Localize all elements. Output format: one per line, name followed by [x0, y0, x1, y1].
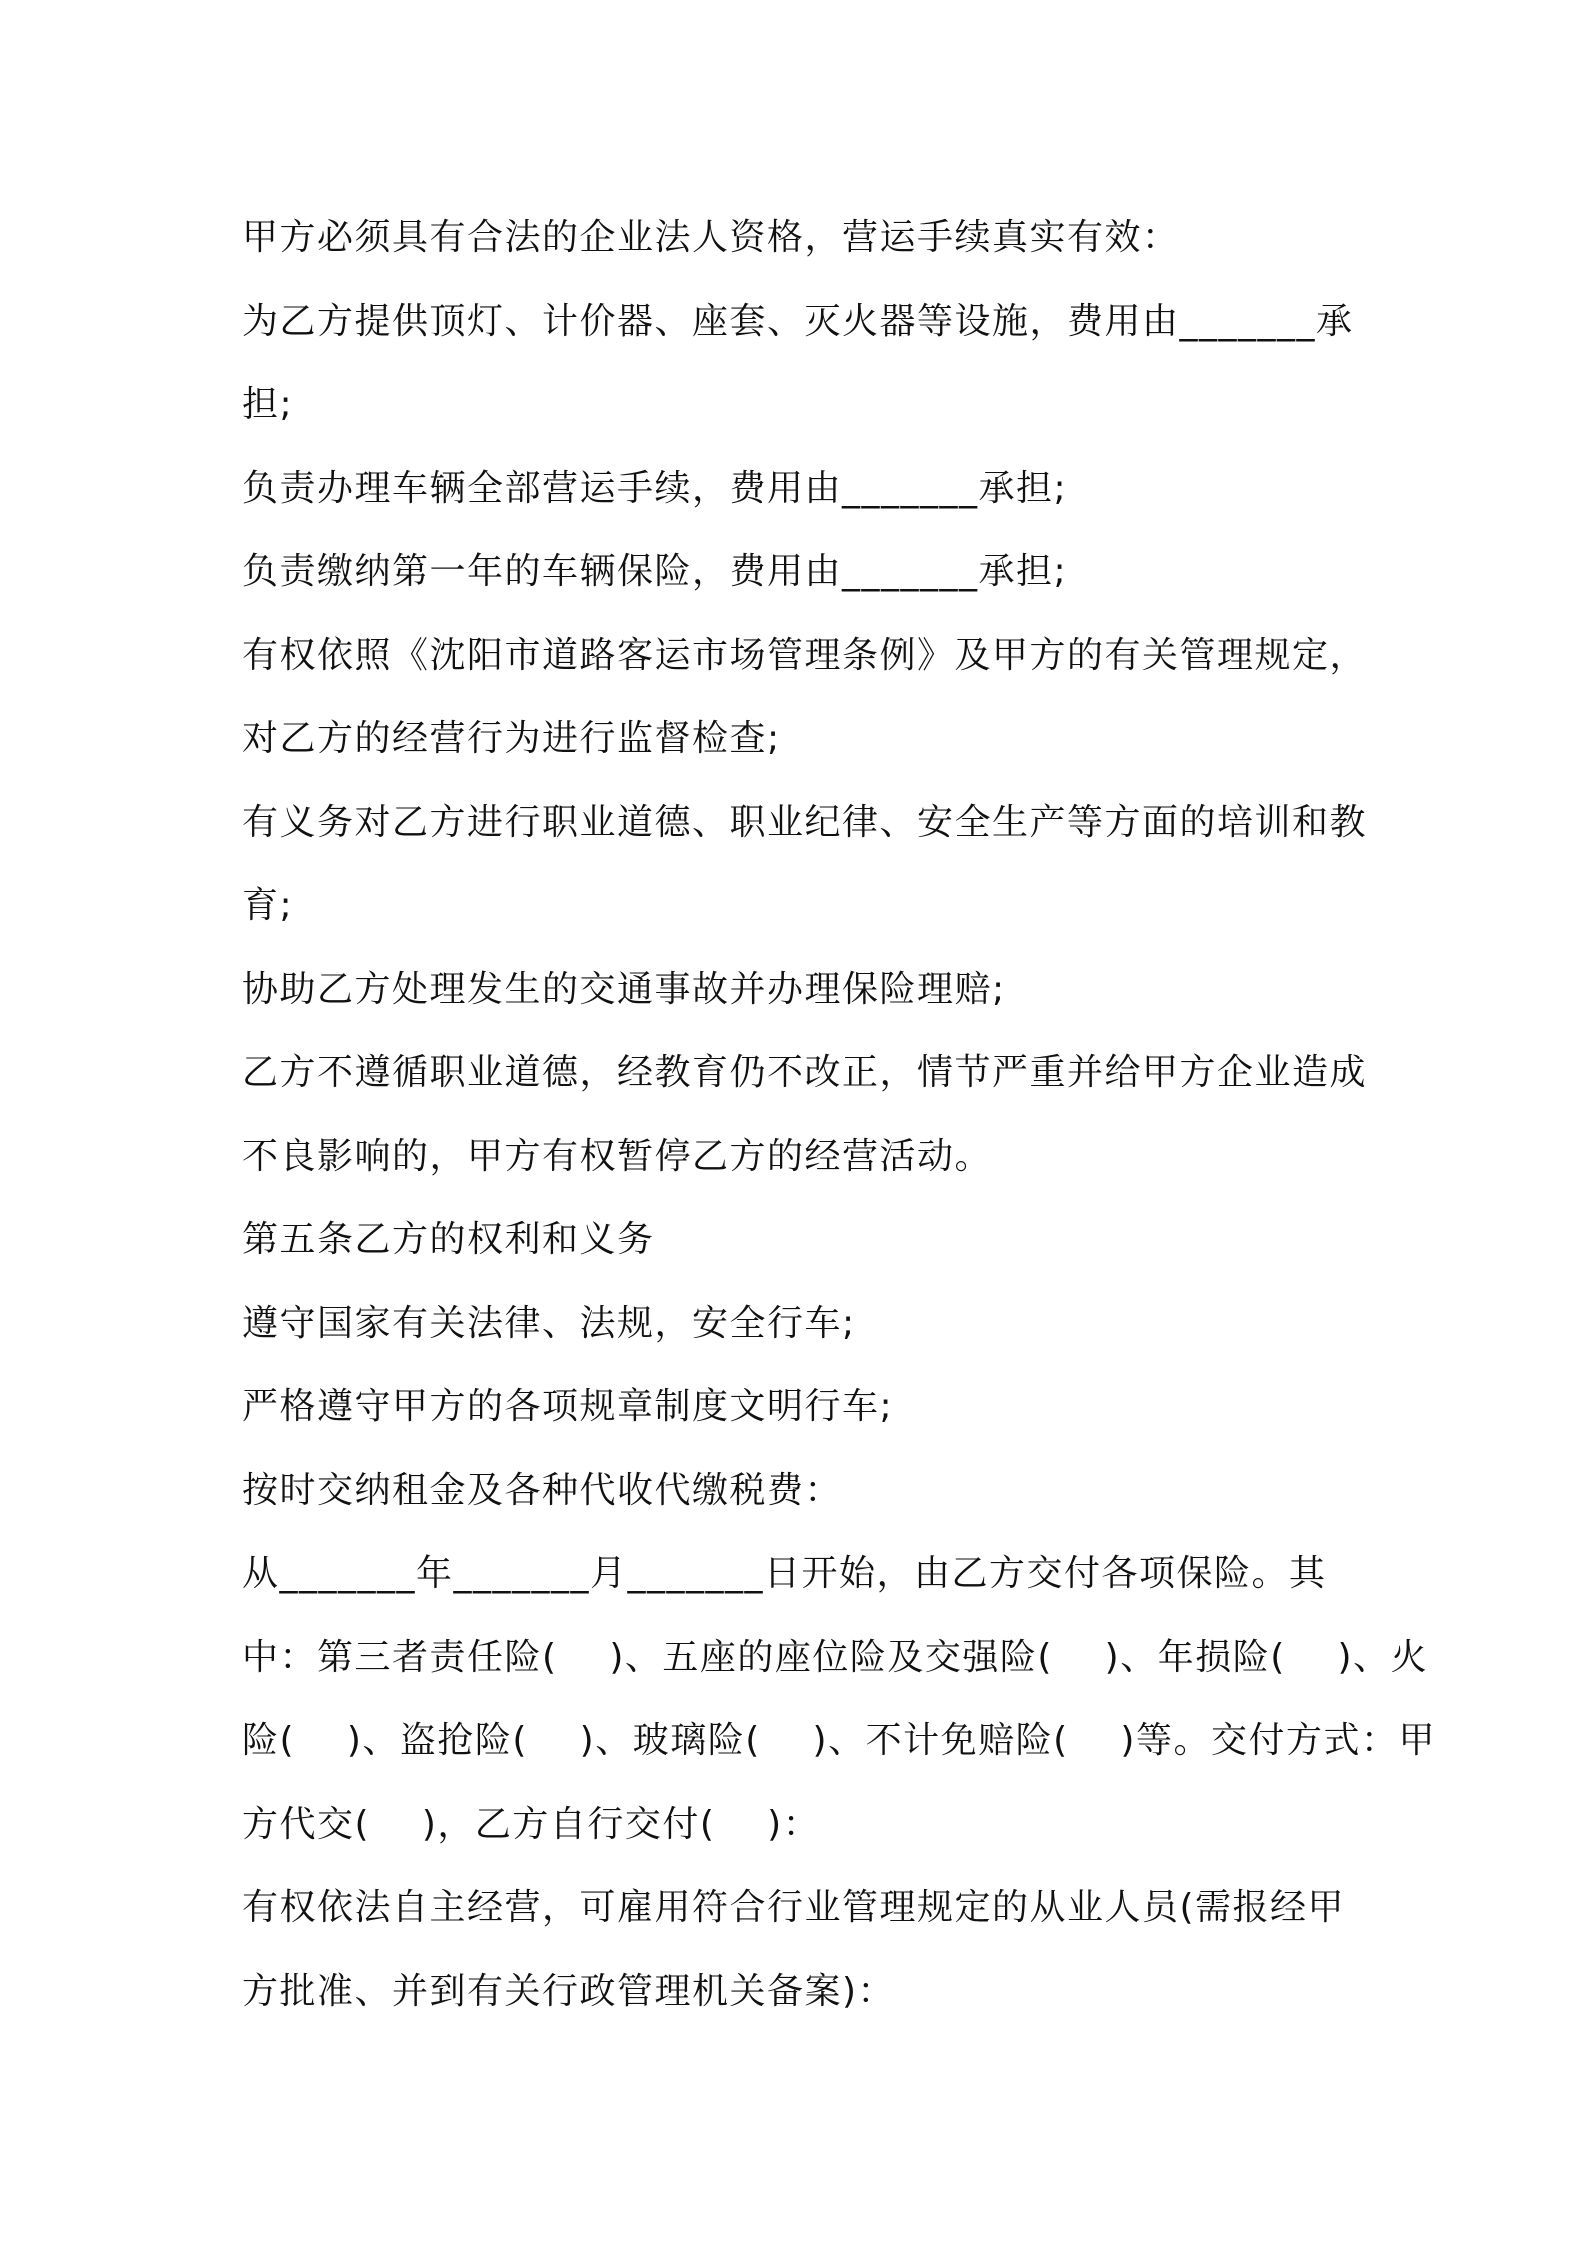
text-line: 中：第三者责任险( )、五座的座位险及交强险( )、年损险( )、火 — [242, 1636, 1429, 1678]
text-line: 对乙方的经营行为进行监督检查; — [242, 718, 781, 759]
text-line: 不良影响的，甲方有权暂停乙方的经营活动。 — [242, 1135, 993, 1177]
section-heading: 第五条乙方的权利和义务 — [242, 1219, 655, 1260]
text-line: 从_______年_______月_______日开始，由乙方交付各项保险。其 — [242, 1553, 1327, 1594]
text-line: 遵守国家有关法律、法规，安全行车; — [242, 1302, 856, 1344]
text-line: 育; — [242, 885, 294, 926]
text-line: 险( )、盗抢险( )、玻璃险( )、不计免赔险( )等。交付方式：甲 — [242, 1720, 1436, 1761]
text-line: 严格遵守甲方的各项规章制度文明行车; — [242, 1386, 894, 1427]
text-line: 有权依法自主经营，可雇用符合行业管理规定的从业人员(需报经甲 — [242, 1887, 1346, 1928]
text-line: 按时交纳租金及各种代收代缴税费： — [242, 1469, 843, 1511]
text-line: 有权依照《沈阳市道路客运市场管理条例》及甲方的有关管理规定， — [242, 634, 1368, 676]
text-line: 方批准、并到有关行政管理机关备案)： — [242, 1970, 896, 2012]
text-line: 方代交( )，乙方自行交付( )： — [242, 1803, 821, 1845]
text-line: 甲方必须具有合法的企业法人资格，营运手续真实有效： — [242, 217, 1180, 258]
text-line: 为乙方提供顶灯、计价器、座套、灭火器等设施，费用由_______承 — [242, 300, 1354, 342]
contract-text — [242, 196, 1436, 2033]
text-line: 有义务对乙方进行职业道德、职业纪律、安全生产等方面的培训和教 — [242, 801, 1368, 843]
text-line: 负责办理车辆全部营运手续，费用由_______承担; — [242, 467, 1068, 509]
text-line: 担; — [242, 384, 294, 425]
text-line: 协助乙方处理发生的交通事故并办理保险理赔; — [242, 968, 1006, 1010]
text-line: 负责缴纳第一年的车辆保险，费用由_______承担; — [242, 551, 1068, 592]
text-line: 乙方不遵循职业道德，经教育仍不改正，情节严重并给甲方企业造成 — [242, 1052, 1368, 1093]
